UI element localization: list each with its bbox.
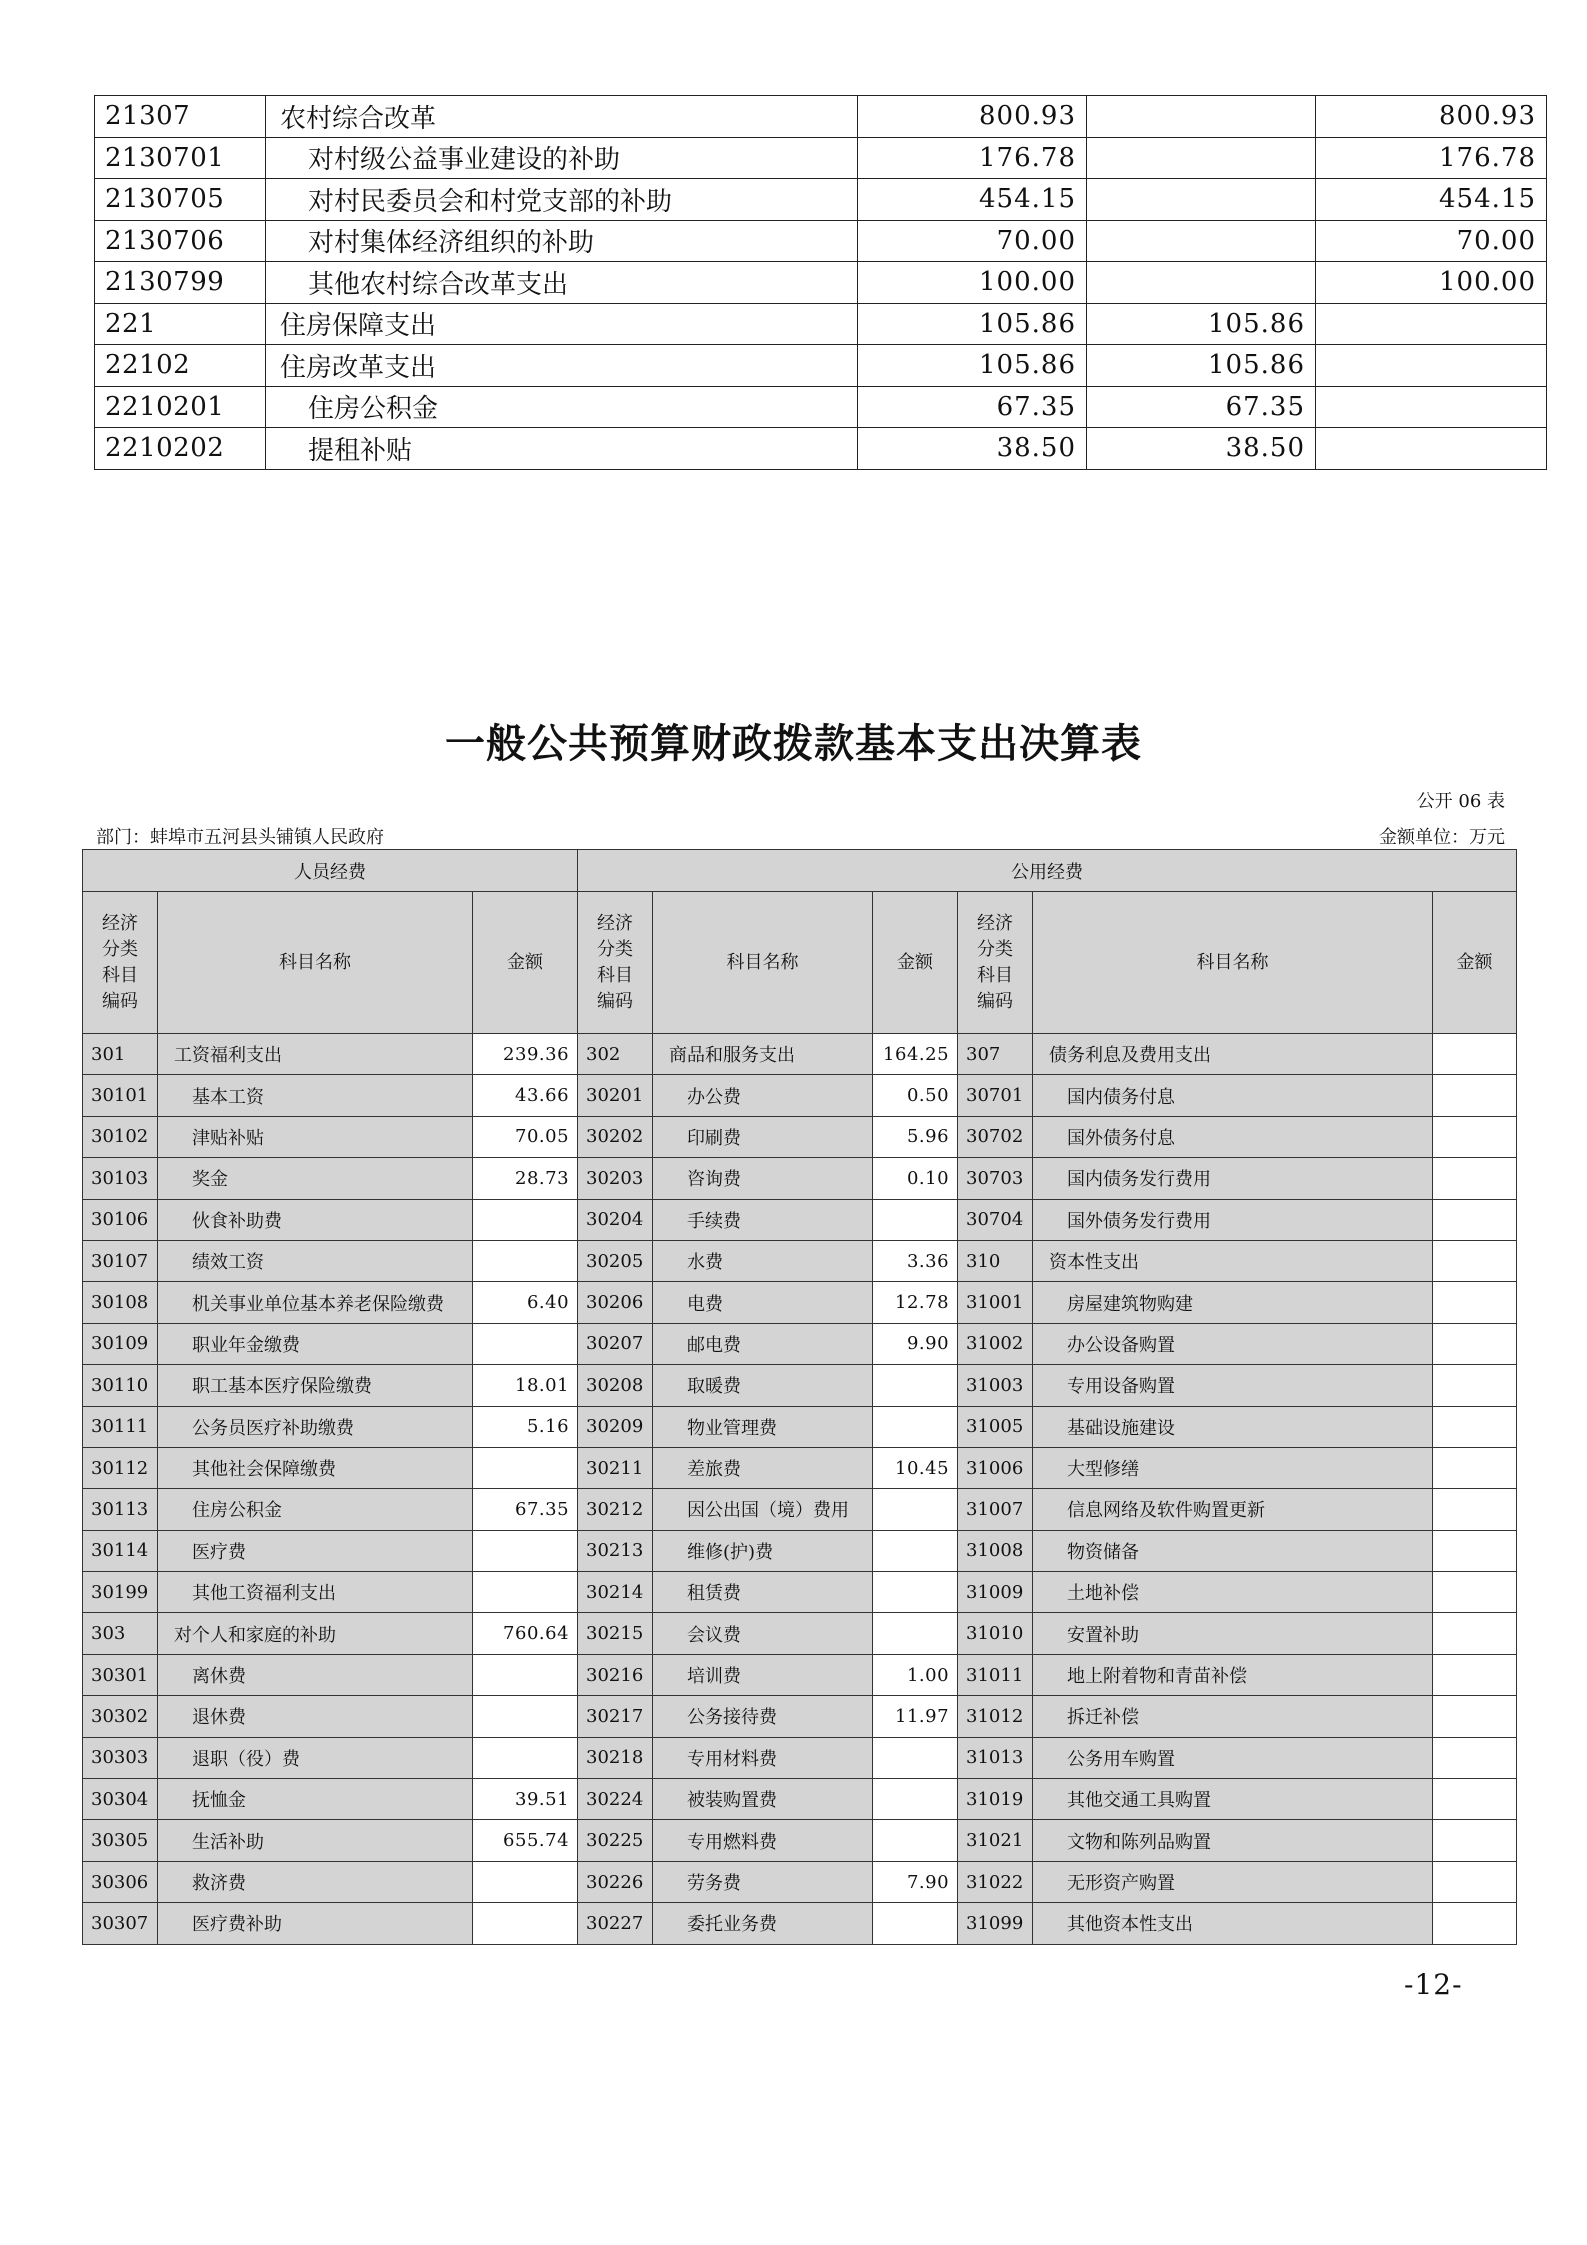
table-row <box>95 386 1547 428</box>
col-name-header: 科目名称 <box>653 892 873 1034</box>
row-project: 100.00 <box>1316 262 1547 304</box>
continuation-table-body <box>95 96 1547 470</box>
cell-name: 医疗费补助 <box>158 1903 473 1944</box>
cell-name: 商品和服务支出 <box>653 1034 873 1075</box>
cell-code: 31006 <box>958 1447 1033 1488</box>
cell-amount <box>473 1654 578 1695</box>
table-row <box>83 1737 1517 1778</box>
cell-amount <box>473 1447 578 1488</box>
cell-amount <box>473 1696 578 1737</box>
table-row <box>95 179 1547 221</box>
cell-amount <box>1433 1613 1517 1654</box>
cell-amount <box>1433 1240 1517 1281</box>
table-row <box>95 345 1547 387</box>
cell-name: 其他社会保障缴费 <box>158 1447 473 1488</box>
cell-name: 租赁费 <box>653 1572 873 1613</box>
page-number: -12- <box>1404 1968 1463 2001</box>
table-row <box>95 137 1547 179</box>
cell-code: 31099 <box>958 1903 1033 1944</box>
cell-name: 土地补偿 <box>1033 1572 1433 1613</box>
cell-amount <box>473 1903 578 1944</box>
cell-amount <box>1433 1861 1517 1902</box>
group-personnel-header: 人员经费 <box>83 850 578 892</box>
cell-code: 30216 <box>578 1654 653 1695</box>
cell-amount: 164.25 <box>873 1034 958 1075</box>
row-name: 对村民委员会和村党支部的补助 <box>266 179 858 221</box>
table-header <box>83 850 1517 1034</box>
table-row <box>83 1861 1517 1902</box>
cell-code: 301 <box>83 1034 158 1075</box>
cell-amount <box>1433 1696 1517 1737</box>
cell-name: 文物和陈列品购置 <box>1033 1820 1433 1861</box>
cell-code: 30225 <box>578 1820 653 1861</box>
cell-amount <box>1433 1406 1517 1447</box>
row-basic: 105.86 <box>1087 345 1316 387</box>
cell-code: 30702 <box>958 1116 1033 1157</box>
cell-code: 302 <box>578 1034 653 1075</box>
cell-code: 30212 <box>578 1489 653 1530</box>
cell-name: 差旅费 <box>653 1447 873 1488</box>
table-row <box>83 1075 1517 1116</box>
cell-code: 30703 <box>958 1158 1033 1199</box>
cell-amount: 7.90 <box>873 1861 958 1902</box>
row-name: 对村集体经济组织的补助 <box>266 220 858 262</box>
cell-name: 绩效工资 <box>158 1240 473 1281</box>
cell-name: 电费 <box>653 1282 873 1323</box>
cell-name: 邮电费 <box>653 1323 873 1364</box>
cell-code: 30306 <box>83 1861 158 1902</box>
cell-amount: 5.16 <box>473 1406 578 1447</box>
cell-code: 30217 <box>578 1696 653 1737</box>
cell-amount <box>1433 1116 1517 1157</box>
row-basic <box>1087 137 1316 179</box>
table-row <box>95 428 1547 470</box>
table-row <box>83 1447 1517 1488</box>
cell-amount: 70.05 <box>473 1116 578 1157</box>
cell-amount <box>473 1323 578 1364</box>
cell-name: 医疗费 <box>158 1530 473 1571</box>
cell-amount <box>873 1572 958 1613</box>
cell-name: 国内债务发行费用 <box>1033 1158 1433 1199</box>
cell-name: 基本工资 <box>158 1075 473 1116</box>
cell-amount <box>873 1903 958 1944</box>
row-project: 800.93 <box>1316 96 1547 138</box>
cell-name: 专用材料费 <box>653 1737 873 1778</box>
row-name: 住房公积金 <box>266 386 858 428</box>
cell-name: 其他资本性支出 <box>1033 1903 1433 1944</box>
cell-amount <box>873 1365 958 1406</box>
table-row <box>83 1530 1517 1571</box>
col-amount-header: 金额 <box>873 892 958 1034</box>
cell-name: 基础设施建设 <box>1033 1406 1433 1447</box>
cell-name: 救济费 <box>158 1861 473 1902</box>
row-code: 22102 <box>95 345 266 387</box>
cell-amount <box>1433 1737 1517 1778</box>
table-row <box>83 1365 1517 1406</box>
table-row <box>83 1696 1517 1737</box>
cell-name: 取暖费 <box>653 1365 873 1406</box>
cell-name: 劳务费 <box>653 1861 873 1902</box>
cell-code: 310 <box>958 1240 1033 1281</box>
cell-name: 国外债务付息 <box>1033 1116 1433 1157</box>
cell-name: 公务接待费 <box>653 1696 873 1737</box>
cell-amount: 760.64 <box>473 1613 578 1654</box>
cell-amount: 9.90 <box>873 1323 958 1364</box>
cell-amount <box>873 1613 958 1654</box>
cell-name: 地上附着物和青苗补偿 <box>1033 1654 1433 1695</box>
cell-name: 奖金 <box>158 1158 473 1199</box>
cell-code: 30207 <box>578 1323 653 1364</box>
cell-amount <box>1433 1530 1517 1571</box>
cell-code: 30103 <box>83 1158 158 1199</box>
cell-amount: 43.66 <box>473 1075 578 1116</box>
row-code: 2130799 <box>95 262 266 304</box>
cell-code: 31010 <box>958 1613 1033 1654</box>
cell-name: 无形资产购置 <box>1033 1861 1433 1902</box>
cell-name: 办公费 <box>653 1075 873 1116</box>
cell-amount: 655.74 <box>473 1820 578 1861</box>
cell-name: 公务用车购置 <box>1033 1737 1433 1778</box>
cell-code: 31008 <box>958 1530 1033 1571</box>
table-row <box>83 1240 1517 1281</box>
row-code: 221 <box>95 303 266 345</box>
cell-amount <box>473 1861 578 1902</box>
cell-amount: 0.10 <box>873 1158 958 1199</box>
cell-code: 30205 <box>578 1240 653 1281</box>
cell-name: 委托业务费 <box>653 1903 873 1944</box>
row-total: 67.35 <box>858 386 1087 428</box>
row-basic: 67.35 <box>1087 386 1316 428</box>
cell-code: 30224 <box>578 1779 653 1820</box>
cell-amount <box>873 1737 958 1778</box>
cell-name: 培训费 <box>653 1654 873 1695</box>
cell-code: 30215 <box>578 1613 653 1654</box>
table-row <box>83 1572 1517 1613</box>
cell-code: 31022 <box>958 1861 1033 1902</box>
row-project <box>1316 345 1547 387</box>
cell-amount: 28.73 <box>473 1158 578 1199</box>
cell-name: 生活补助 <box>158 1820 473 1861</box>
table-row <box>83 1323 1517 1364</box>
cell-name: 专用设备购置 <box>1033 1365 1433 1406</box>
cell-code: 303 <box>83 1613 158 1654</box>
cell-code: 30305 <box>83 1820 158 1861</box>
cell-name: 信息网络及软件购置更新 <box>1033 1489 1433 1530</box>
cell-code: 31002 <box>958 1323 1033 1364</box>
cell-code: 30111 <box>83 1406 158 1447</box>
amount-unit-label: 金额单位：万元 <box>1379 827 1505 848</box>
row-project <box>1316 303 1547 345</box>
group-public-header: 公用经费 <box>578 850 1517 892</box>
row-project: 70.00 <box>1316 220 1547 262</box>
cell-code: 30307 <box>83 1903 158 1944</box>
cell-amount <box>473 1240 578 1281</box>
cell-name: 房屋建筑物购建 <box>1033 1282 1433 1323</box>
cell-code: 30209 <box>578 1406 653 1447</box>
col-code-header: 经济 分类 科目 编码 <box>578 892 653 1034</box>
cell-name: 物资储备 <box>1033 1530 1433 1571</box>
cell-code: 30201 <box>578 1075 653 1116</box>
cell-name: 拆迁补偿 <box>1033 1696 1433 1737</box>
col-amount-header: 金额 <box>473 892 578 1034</box>
cell-code: 30301 <box>83 1654 158 1695</box>
table-row <box>95 220 1547 262</box>
table-row <box>83 1779 1517 1820</box>
cell-amount: 6.40 <box>473 1282 578 1323</box>
cell-name: 会议费 <box>653 1613 873 1654</box>
cell-code: 31005 <box>958 1406 1033 1447</box>
cell-code: 30114 <box>83 1530 158 1571</box>
group-header-row <box>83 850 1517 892</box>
table-row <box>95 96 1547 138</box>
cell-code: 30202 <box>578 1116 653 1157</box>
cell-code: 30203 <box>578 1158 653 1199</box>
cell-amount <box>873 1489 958 1530</box>
row-basic <box>1087 96 1316 138</box>
cell-amount <box>1433 1199 1517 1240</box>
row-total: 454.15 <box>858 179 1087 221</box>
cell-amount: 10.45 <box>873 1447 958 1488</box>
table-row <box>83 1489 1517 1530</box>
cell-amount: 18.01 <box>473 1365 578 1406</box>
cell-amount <box>1433 1779 1517 1820</box>
cell-code: 31019 <box>958 1779 1033 1820</box>
row-code: 2130701 <box>95 137 266 179</box>
cell-name: 其他工资福利支出 <box>158 1572 473 1613</box>
row-basic <box>1087 179 1316 221</box>
cell-code: 30302 <box>83 1696 158 1737</box>
cell-amount <box>1433 1282 1517 1323</box>
cell-code: 307 <box>958 1034 1033 1075</box>
row-basic: 105.86 <box>1087 303 1316 345</box>
table-row <box>83 1406 1517 1447</box>
cell-code: 30199 <box>83 1572 158 1613</box>
cell-name: 因公出国（境）费用 <box>653 1489 873 1530</box>
cell-code: 30102 <box>83 1116 158 1157</box>
cell-name: 专用燃料费 <box>653 1820 873 1861</box>
row-total: 100.00 <box>858 262 1087 304</box>
cell-amount: 1.00 <box>873 1654 958 1695</box>
row-basic <box>1087 262 1316 304</box>
cell-code: 30206 <box>578 1282 653 1323</box>
cell-code: 31011 <box>958 1654 1033 1695</box>
col-code-header: 经济 分类 科目 编码 <box>83 892 158 1034</box>
cell-name: 债务利息及费用支出 <box>1033 1034 1433 1075</box>
cell-code: 31013 <box>958 1737 1033 1778</box>
row-code: 2130705 <box>95 179 266 221</box>
continuation-table <box>94 95 1547 470</box>
cell-name: 印刷费 <box>653 1116 873 1157</box>
cell-amount <box>473 1199 578 1240</box>
row-project <box>1316 428 1547 470</box>
table-row <box>83 1116 1517 1157</box>
cell-name: 公务员医疗补助缴费 <box>158 1406 473 1447</box>
cell-name: 国外债务发行费用 <box>1033 1199 1433 1240</box>
cell-amount <box>873 1199 958 1240</box>
cell-amount <box>1433 1075 1517 1116</box>
row-code: 21307 <box>95 96 266 138</box>
cell-amount <box>1433 1323 1517 1364</box>
cell-amount <box>473 1530 578 1571</box>
table-row <box>83 1282 1517 1323</box>
cell-name: 职业年金缴费 <box>158 1323 473 1364</box>
cell-name: 对个人和家庭的补助 <box>158 1613 473 1654</box>
cell-code: 31007 <box>958 1489 1033 1530</box>
cell-amount <box>1433 1903 1517 1944</box>
table-body <box>83 1034 1517 1945</box>
col-code-header: 经济 分类 科目 编码 <box>958 892 1033 1034</box>
cell-amount <box>1433 1654 1517 1695</box>
cell-amount <box>1433 1365 1517 1406</box>
cell-name: 退职（役）费 <box>158 1737 473 1778</box>
table-row <box>95 262 1547 304</box>
cell-name: 办公设备购置 <box>1033 1323 1433 1364</box>
cell-code: 30101 <box>83 1075 158 1116</box>
cell-code: 30214 <box>578 1572 653 1613</box>
cell-code: 30110 <box>83 1365 158 1406</box>
row-name: 其他农村综合改革支出 <box>266 262 858 304</box>
cell-code: 30701 <box>958 1075 1033 1116</box>
row-project: 176.78 <box>1316 137 1547 179</box>
cell-amount <box>873 1779 958 1820</box>
cell-amount: 67.35 <box>473 1489 578 1530</box>
cell-amount <box>473 1737 578 1778</box>
cell-name: 物业管理费 <box>653 1406 873 1447</box>
table-row <box>83 1820 1517 1861</box>
row-code: 2130706 <box>95 220 266 262</box>
row-total: 38.50 <box>858 428 1087 470</box>
cell-code: 30211 <box>578 1447 653 1488</box>
cell-amount <box>873 1406 958 1447</box>
row-total: 105.86 <box>858 345 1087 387</box>
department-label: 部门：蚌埠市五河县头铺镇人民政府 <box>96 827 384 848</box>
cell-code: 30112 <box>83 1447 158 1488</box>
cell-name: 安置补助 <box>1033 1613 1433 1654</box>
cell-amount <box>1433 1820 1517 1861</box>
cell-code: 31009 <box>958 1572 1033 1613</box>
col-name-header: 科目名称 <box>158 892 473 1034</box>
row-name: 对村级公益事业建设的补助 <box>266 137 858 179</box>
cell-code: 31021 <box>958 1820 1033 1861</box>
table-row <box>95 303 1547 345</box>
cell-amount: 0.50 <box>873 1075 958 1116</box>
cell-amount: 5.96 <box>873 1116 958 1157</box>
cell-name: 退休费 <box>158 1696 473 1737</box>
cell-code: 30213 <box>578 1530 653 1571</box>
row-name: 住房改革支出 <box>266 345 858 387</box>
cell-name: 手续费 <box>653 1199 873 1240</box>
row-name: 住房保障支出 <box>266 303 858 345</box>
table-row <box>83 1199 1517 1240</box>
row-total: 176.78 <box>858 137 1087 179</box>
row-project: 454.15 <box>1316 179 1547 221</box>
cell-code: 30113 <box>83 1489 158 1530</box>
cell-name: 抚恤金 <box>158 1779 473 1820</box>
form-number: 公开 06 表 <box>1416 791 1505 812</box>
cell-amount <box>1433 1158 1517 1199</box>
cell-amount <box>473 1572 578 1613</box>
row-basic: 38.50 <box>1087 428 1316 470</box>
cell-amount <box>1433 1034 1517 1075</box>
table-row <box>83 1613 1517 1654</box>
col-amount-header: 金额 <box>1433 892 1517 1034</box>
cell-amount <box>873 1530 958 1571</box>
row-code: 2210202 <box>95 428 266 470</box>
cell-amount: 12.78 <box>873 1282 958 1323</box>
cell-amount <box>1433 1447 1517 1488</box>
row-project <box>1316 386 1547 428</box>
cell-name: 伙食补助费 <box>158 1199 473 1240</box>
table-row <box>83 1903 1517 1944</box>
row-total: 105.86 <box>858 303 1087 345</box>
cell-code: 30303 <box>83 1737 158 1778</box>
cell-code: 30218 <box>578 1737 653 1778</box>
cell-code: 30227 <box>578 1903 653 1944</box>
table-row <box>83 1654 1517 1695</box>
cell-code: 30204 <box>578 1199 653 1240</box>
cell-code: 30107 <box>83 1240 158 1281</box>
cell-code: 30704 <box>958 1199 1033 1240</box>
cell-name: 工资福利支出 <box>158 1034 473 1075</box>
table-row <box>83 1034 1517 1075</box>
cell-name: 住房公积金 <box>158 1489 473 1530</box>
col-name-header: 科目名称 <box>1033 892 1433 1034</box>
cell-name: 职工基本医疗保险缴费 <box>158 1365 473 1406</box>
cell-name: 被装购置费 <box>653 1779 873 1820</box>
cell-name: 国内债务付息 <box>1033 1075 1433 1116</box>
row-basic <box>1087 220 1316 262</box>
row-name: 提租补贴 <box>266 428 858 470</box>
row-total: 70.00 <box>858 220 1087 262</box>
cell-code: 31001 <box>958 1282 1033 1323</box>
cell-code: 30208 <box>578 1365 653 1406</box>
cell-name: 大型修缮 <box>1033 1447 1433 1488</box>
page-title: 一般公共预算财政拨款基本支出决算表 <box>445 721 1142 767</box>
cell-amount: 3.36 <box>873 1240 958 1281</box>
cell-name: 其他交通工具购置 <box>1033 1779 1433 1820</box>
table-row <box>83 1158 1517 1199</box>
cell-amount <box>1433 1572 1517 1613</box>
cell-amount: 11.97 <box>873 1696 958 1737</box>
row-name: 农村综合改革 <box>266 96 858 138</box>
cell-name: 津贴补贴 <box>158 1116 473 1157</box>
cell-code: 30304 <box>83 1779 158 1820</box>
basic-expenditure-table <box>82 849 1517 1945</box>
cell-code: 31003 <box>958 1365 1033 1406</box>
cell-code: 30109 <box>83 1323 158 1364</box>
cell-name: 水费 <box>653 1240 873 1281</box>
cell-name: 资本性支出 <box>1033 1240 1433 1281</box>
cell-code: 30106 <box>83 1199 158 1240</box>
cell-code: 30226 <box>578 1861 653 1902</box>
column-header-row <box>83 892 1517 1034</box>
cell-name: 维修(护)费 <box>653 1530 873 1571</box>
cell-code: 30108 <box>83 1282 158 1323</box>
cell-name: 离休费 <box>158 1654 473 1695</box>
cell-amount: 239.36 <box>473 1034 578 1075</box>
cell-name: 咨询费 <box>653 1158 873 1199</box>
cell-amount <box>873 1820 958 1861</box>
cell-code: 31012 <box>958 1696 1033 1737</box>
cell-name: 机关事业单位基本养老保险缴费 <box>158 1282 473 1323</box>
cell-amount <box>1433 1489 1517 1530</box>
row-code: 2210201 <box>95 386 266 428</box>
cell-amount: 39.51 <box>473 1779 578 1820</box>
row-total: 800.93 <box>858 96 1087 138</box>
